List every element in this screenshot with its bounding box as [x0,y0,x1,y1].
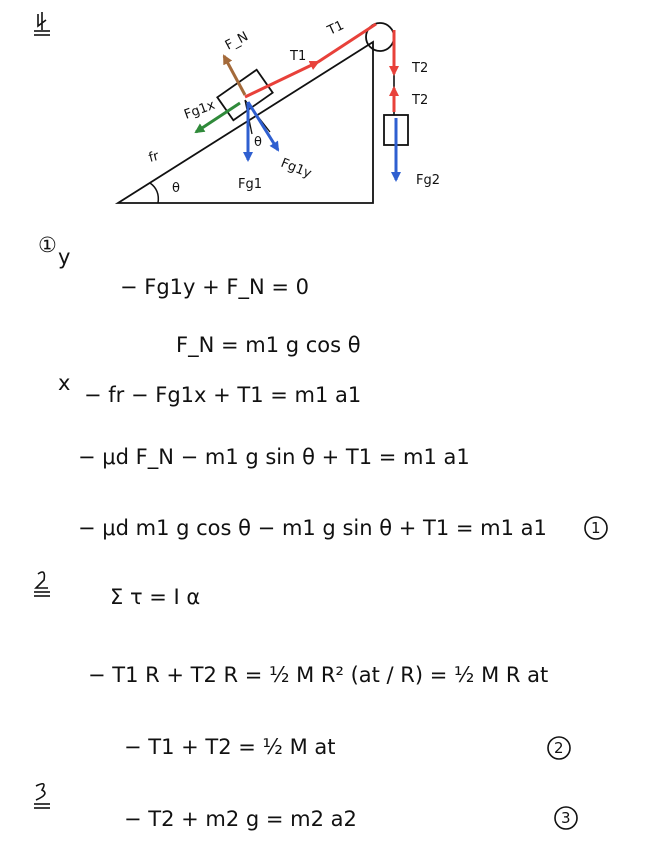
circled-one: ① [38,233,57,257]
label-t2-a: T2 [412,61,429,76]
y-axis-label: y [58,245,71,269]
label-t2-b: T2 [412,93,429,108]
normal-force-arrow [224,56,245,95]
svg-text:1: 1 [591,519,601,537]
section-mark-3 [34,784,50,808]
label-fg1y: Fg1y [278,155,314,182]
eq-number-1 [585,517,607,539]
eq-number-2 [548,737,570,759]
label-fr: fr [147,148,161,166]
section-mark-2 [34,572,50,596]
eq-y2: F_N = m1 g cos θ [176,333,361,357]
tension-t1-arrow [245,62,318,97]
eq-torque: Σ τ = I α [110,585,201,609]
eq-x1: − fr − Fg1x + T1 = m1 a1 [84,383,362,407]
eq-number-3 [555,807,577,829]
label-fn: F_N [222,29,251,54]
label-t1-a: T1 [290,49,307,64]
eq-pulley: − T1 R + T2 R = ½ M R² (at / R) = ½ M R at [88,663,549,687]
svg-text:2: 2 [554,739,564,757]
label-theta-base: θ [172,181,180,196]
label-fg1: Fg1 [238,177,263,192]
x-mark: x [58,371,71,395]
eq-pulley-reduced: − T1 + T2 = ½ M at [124,735,336,759]
eq-x3: − μd m1 g cos θ − m1 g sin θ + T1 = m1 a1 [78,516,547,540]
section-mark-1 [34,12,50,35]
label-theta-wedge: θ [254,135,262,150]
eq-y1: − Fg1y + F_N = 0 [120,275,310,299]
eq-x2: − μd F_N − m1 g sin θ + T1 = m1 a1 [78,445,470,469]
svg-text:3: 3 [561,809,571,827]
fg1y-arrow [248,102,278,150]
y-section-marker [38,233,70,269]
free-body-diagram [118,18,440,203]
label-t1-b: T1 [325,18,347,39]
base-angle-arc [150,183,158,203]
eq-block2: − T2 + m2 g = m2 a2 [124,807,357,831]
label-fg2: Fg2 [416,173,441,188]
label-fg1x: Fg1x [182,97,218,123]
